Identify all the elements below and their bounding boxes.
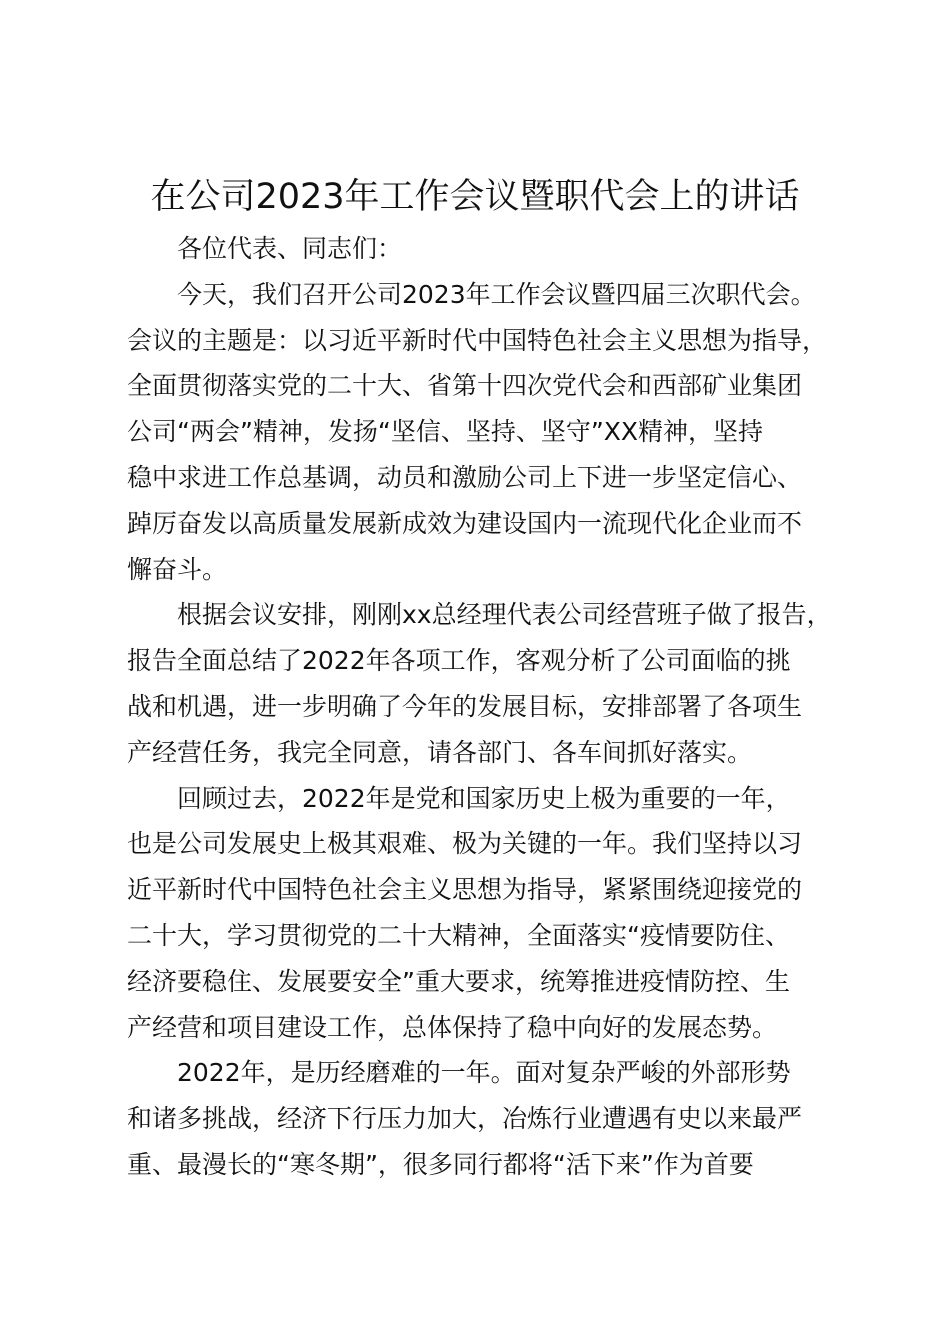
- paragraph-4-line: 重、最漫长的“寒冬期”，很多同行都将“活下来”作为首要: [127, 1149, 754, 1179]
- paragraph-1-line: 懈奋斗。: [127, 554, 228, 584]
- paragraph-3-line: 近平新时代中国特色社会主义思想为指导，紧紧围绕迎接党的: [127, 875, 803, 905]
- paragraph-3-line: 也是公司发展史上极其艰难、极为关键的一年。我们坚持以习: [127, 829, 803, 859]
- paragraph-4-line: 和诸多挑战，经济下行压力加大，冶炼行业遭遇有史以来最严: [127, 1104, 803, 1134]
- paragraph-1-line: 今天，我们召开公司2023年工作会议暨四届三次职代会。: [177, 279, 816, 309]
- paragraph-3-line: 回顾过去，2022年是党和国家历史上极为重要的一年，: [177, 783, 791, 813]
- paragraph-2-line: 战和机遇，进一步明确了今年的发展目标，安排部署了各项生: [127, 691, 803, 721]
- paragraph-3-line: 经济要稳住、发展要安全”重大要求，统筹推进疫情防控、生: [127, 966, 790, 996]
- salutation: 各位代表、同志们：: [177, 234, 403, 263]
- paragraph-3-line: 产经营和项目建设工作，总体保持了稳中向好的发展态势。: [127, 1012, 778, 1042]
- paragraph-2-line: 根据会议安排，刚刚xx总经理代表公司经营班子做了报告，: [177, 600, 832, 630]
- paragraph-1-line: 公司“两会”精神，发扬“坚信、坚持、坚守”XX精神，坚持: [127, 417, 764, 447]
- paragraph-1-line: 会议的主题是：以习近平新时代中国特色社会主义思想为指导，: [127, 325, 828, 355]
- paragraph-1-line: 稳中求进工作总基调，动员和激励公司上下进一步坚定信心、: [127, 462, 803, 492]
- paragraph-1-line: 踔厉奋发以高质量发展新成效为建设国内一流现代化企业而不: [127, 508, 803, 538]
- paragraph-2-line: 产经营任务，我完全同意，请各部门、各车间抓好落实。: [127, 737, 753, 767]
- paragraph-2-line: 报告全面总结了2022年各项工作，客观分析了公司面临的挑: [127, 646, 791, 676]
- paragraph-4-line: 2022年，是历经磨难的一年。面对复杂严峻的外部形势: [177, 1058, 791, 1088]
- document-body: [127, 226, 857, 1188]
- document-title: 在公司2023年工作会议暨职代会上的讲话: [150, 177, 800, 217]
- paragraph-1-line: 全面贯彻落实党的二十大、省第十四次党代会和西部矿业集团: [127, 371, 803, 401]
- paragraph-3-line: 二十大，学习贯彻党的二十大精神，全面落实“疫情要防住、: [127, 920, 790, 950]
